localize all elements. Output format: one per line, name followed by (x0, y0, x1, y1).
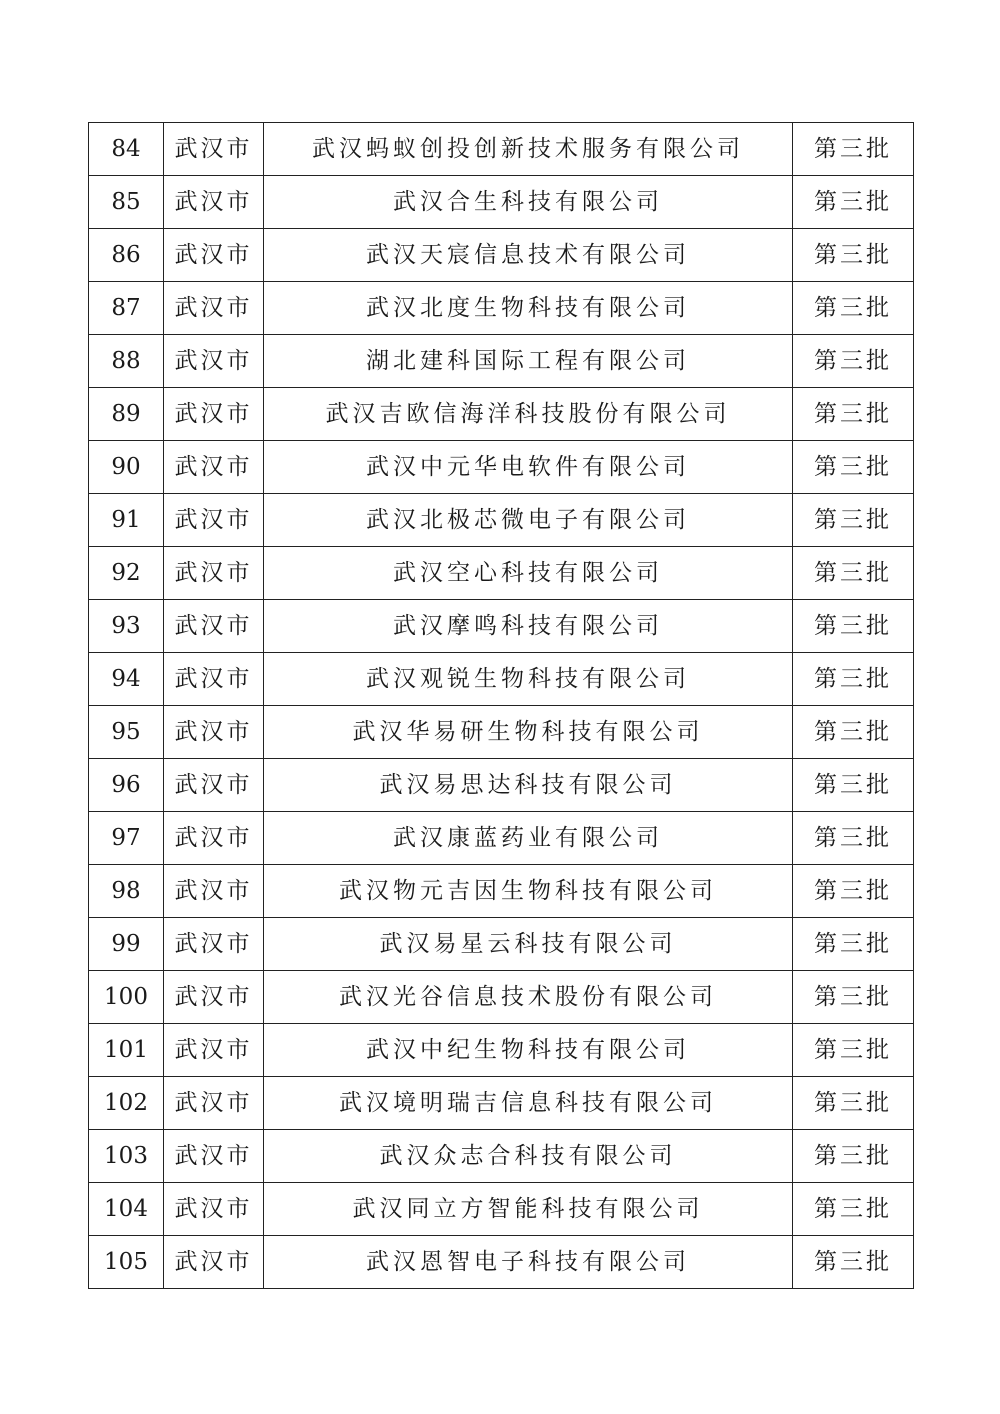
cell-batch: 第三批 (793, 1183, 914, 1236)
company-list-table (88, 122, 914, 1289)
cell-batch: 第三批 (793, 1130, 914, 1183)
table-row (89, 918, 914, 971)
table-row (89, 759, 914, 812)
cell-city: 武汉市 (164, 812, 264, 865)
cell-number: 98 (89, 865, 164, 918)
cell-company-name: 武汉空心科技有限公司 (264, 547, 793, 600)
cell-batch: 第三批 (793, 335, 914, 388)
cell-company-name: 武汉华易研生物科技有限公司 (264, 706, 793, 759)
table-row (89, 441, 914, 494)
cell-number: 102 (89, 1077, 164, 1130)
cell-batch: 第三批 (793, 282, 914, 335)
table-row (89, 282, 914, 335)
cell-batch: 第三批 (793, 1236, 914, 1289)
cell-company-name: 武汉恩智电子科技有限公司 (264, 1236, 793, 1289)
cell-company-name: 武汉境明瑞吉信息科技有限公司 (264, 1077, 793, 1130)
cell-number: 95 (89, 706, 164, 759)
cell-company-name: 武汉蚂蚁创投创新技术服务有限公司 (264, 123, 793, 176)
cell-number: 85 (89, 176, 164, 229)
table-body (89, 123, 914, 1289)
cell-city: 武汉市 (164, 388, 264, 441)
cell-city: 武汉市 (164, 494, 264, 547)
cell-batch: 第三批 (793, 441, 914, 494)
cell-batch: 第三批 (793, 229, 914, 282)
table-row (89, 600, 914, 653)
cell-company-name: 武汉观锐生物科技有限公司 (264, 653, 793, 706)
cell-number: 97 (89, 812, 164, 865)
cell-company-name: 武汉中纪生物科技有限公司 (264, 1024, 793, 1077)
cell-city: 武汉市 (164, 1130, 264, 1183)
cell-batch: 第三批 (793, 123, 914, 176)
cell-city: 武汉市 (164, 547, 264, 600)
cell-company-name: 武汉吉欧信海洋科技股份有限公司 (264, 388, 793, 441)
cell-number: 93 (89, 600, 164, 653)
table-row (89, 1077, 914, 1130)
cell-number: 84 (89, 123, 164, 176)
cell-number: 105 (89, 1236, 164, 1289)
cell-number: 91 (89, 494, 164, 547)
table-row (89, 547, 914, 600)
cell-city: 武汉市 (164, 176, 264, 229)
cell-city: 武汉市 (164, 1077, 264, 1130)
cell-batch: 第三批 (793, 918, 914, 971)
cell-city: 武汉市 (164, 971, 264, 1024)
cell-company-name: 武汉合生科技有限公司 (264, 176, 793, 229)
cell-city: 武汉市 (164, 123, 264, 176)
table-row (89, 176, 914, 229)
table-row (89, 971, 914, 1024)
cell-city: 武汉市 (164, 706, 264, 759)
cell-number: 87 (89, 282, 164, 335)
cell-company-name: 武汉摩鸣科技有限公司 (264, 600, 793, 653)
cell-company-name: 武汉同立方智能科技有限公司 (264, 1183, 793, 1236)
cell-company-name: 武汉中元华电软件有限公司 (264, 441, 793, 494)
cell-company-name: 武汉易思达科技有限公司 (264, 759, 793, 812)
cell-city: 武汉市 (164, 653, 264, 706)
table-row (89, 1130, 914, 1183)
table-row (89, 123, 914, 176)
cell-city: 武汉市 (164, 918, 264, 971)
cell-batch: 第三批 (793, 176, 914, 229)
cell-number: 96 (89, 759, 164, 812)
cell-company-name: 武汉北度生物科技有限公司 (264, 282, 793, 335)
table-row (89, 706, 914, 759)
cell-batch: 第三批 (793, 971, 914, 1024)
cell-batch: 第三批 (793, 865, 914, 918)
cell-batch: 第三批 (793, 1077, 914, 1130)
cell-city: 武汉市 (164, 441, 264, 494)
cell-city: 武汉市 (164, 282, 264, 335)
cell-number: 104 (89, 1183, 164, 1236)
cell-city: 武汉市 (164, 229, 264, 282)
cell-batch: 第三批 (793, 706, 914, 759)
table-row (89, 229, 914, 282)
cell-batch: 第三批 (793, 759, 914, 812)
cell-city: 武汉市 (164, 335, 264, 388)
table-row (89, 1183, 914, 1236)
cell-number: 100 (89, 971, 164, 1024)
cell-batch: 第三批 (793, 547, 914, 600)
table-row (89, 494, 914, 547)
cell-company-name: 武汉易星云科技有限公司 (264, 918, 793, 971)
cell-city: 武汉市 (164, 1236, 264, 1289)
cell-company-name: 武汉众志合科技有限公司 (264, 1130, 793, 1183)
cell-company-name: 武汉康蓝药业有限公司 (264, 812, 793, 865)
cell-number: 86 (89, 229, 164, 282)
table-row (89, 1024, 914, 1077)
cell-number: 92 (89, 547, 164, 600)
cell-batch: 第三批 (793, 600, 914, 653)
cell-company-name: 武汉光谷信息技术股份有限公司 (264, 971, 793, 1024)
cell-number: 94 (89, 653, 164, 706)
cell-batch: 第三批 (793, 653, 914, 706)
table-row (89, 388, 914, 441)
cell-company-name: 武汉物元吉因生物科技有限公司 (264, 865, 793, 918)
cell-company-name: 武汉天宸信息技术有限公司 (264, 229, 793, 282)
table-row (89, 1236, 914, 1289)
document-page (88, 122, 913, 1289)
cell-number: 90 (89, 441, 164, 494)
cell-number: 101 (89, 1024, 164, 1077)
cell-number: 89 (89, 388, 164, 441)
cell-batch: 第三批 (793, 1024, 914, 1077)
cell-batch: 第三批 (793, 494, 914, 547)
table-row (89, 653, 914, 706)
cell-number: 99 (89, 918, 164, 971)
cell-number: 103 (89, 1130, 164, 1183)
cell-batch: 第三批 (793, 812, 914, 865)
cell-company-name: 武汉北极芯微电子有限公司 (264, 494, 793, 547)
cell-city: 武汉市 (164, 759, 264, 812)
cell-batch: 第三批 (793, 388, 914, 441)
table-row (89, 865, 914, 918)
table-row (89, 335, 914, 388)
table-row (89, 812, 914, 865)
cell-city: 武汉市 (164, 600, 264, 653)
cell-city: 武汉市 (164, 865, 264, 918)
cell-number: 88 (89, 335, 164, 388)
cell-company-name: 湖北建科国际工程有限公司 (264, 335, 793, 388)
cell-city: 武汉市 (164, 1024, 264, 1077)
cell-city: 武汉市 (164, 1183, 264, 1236)
